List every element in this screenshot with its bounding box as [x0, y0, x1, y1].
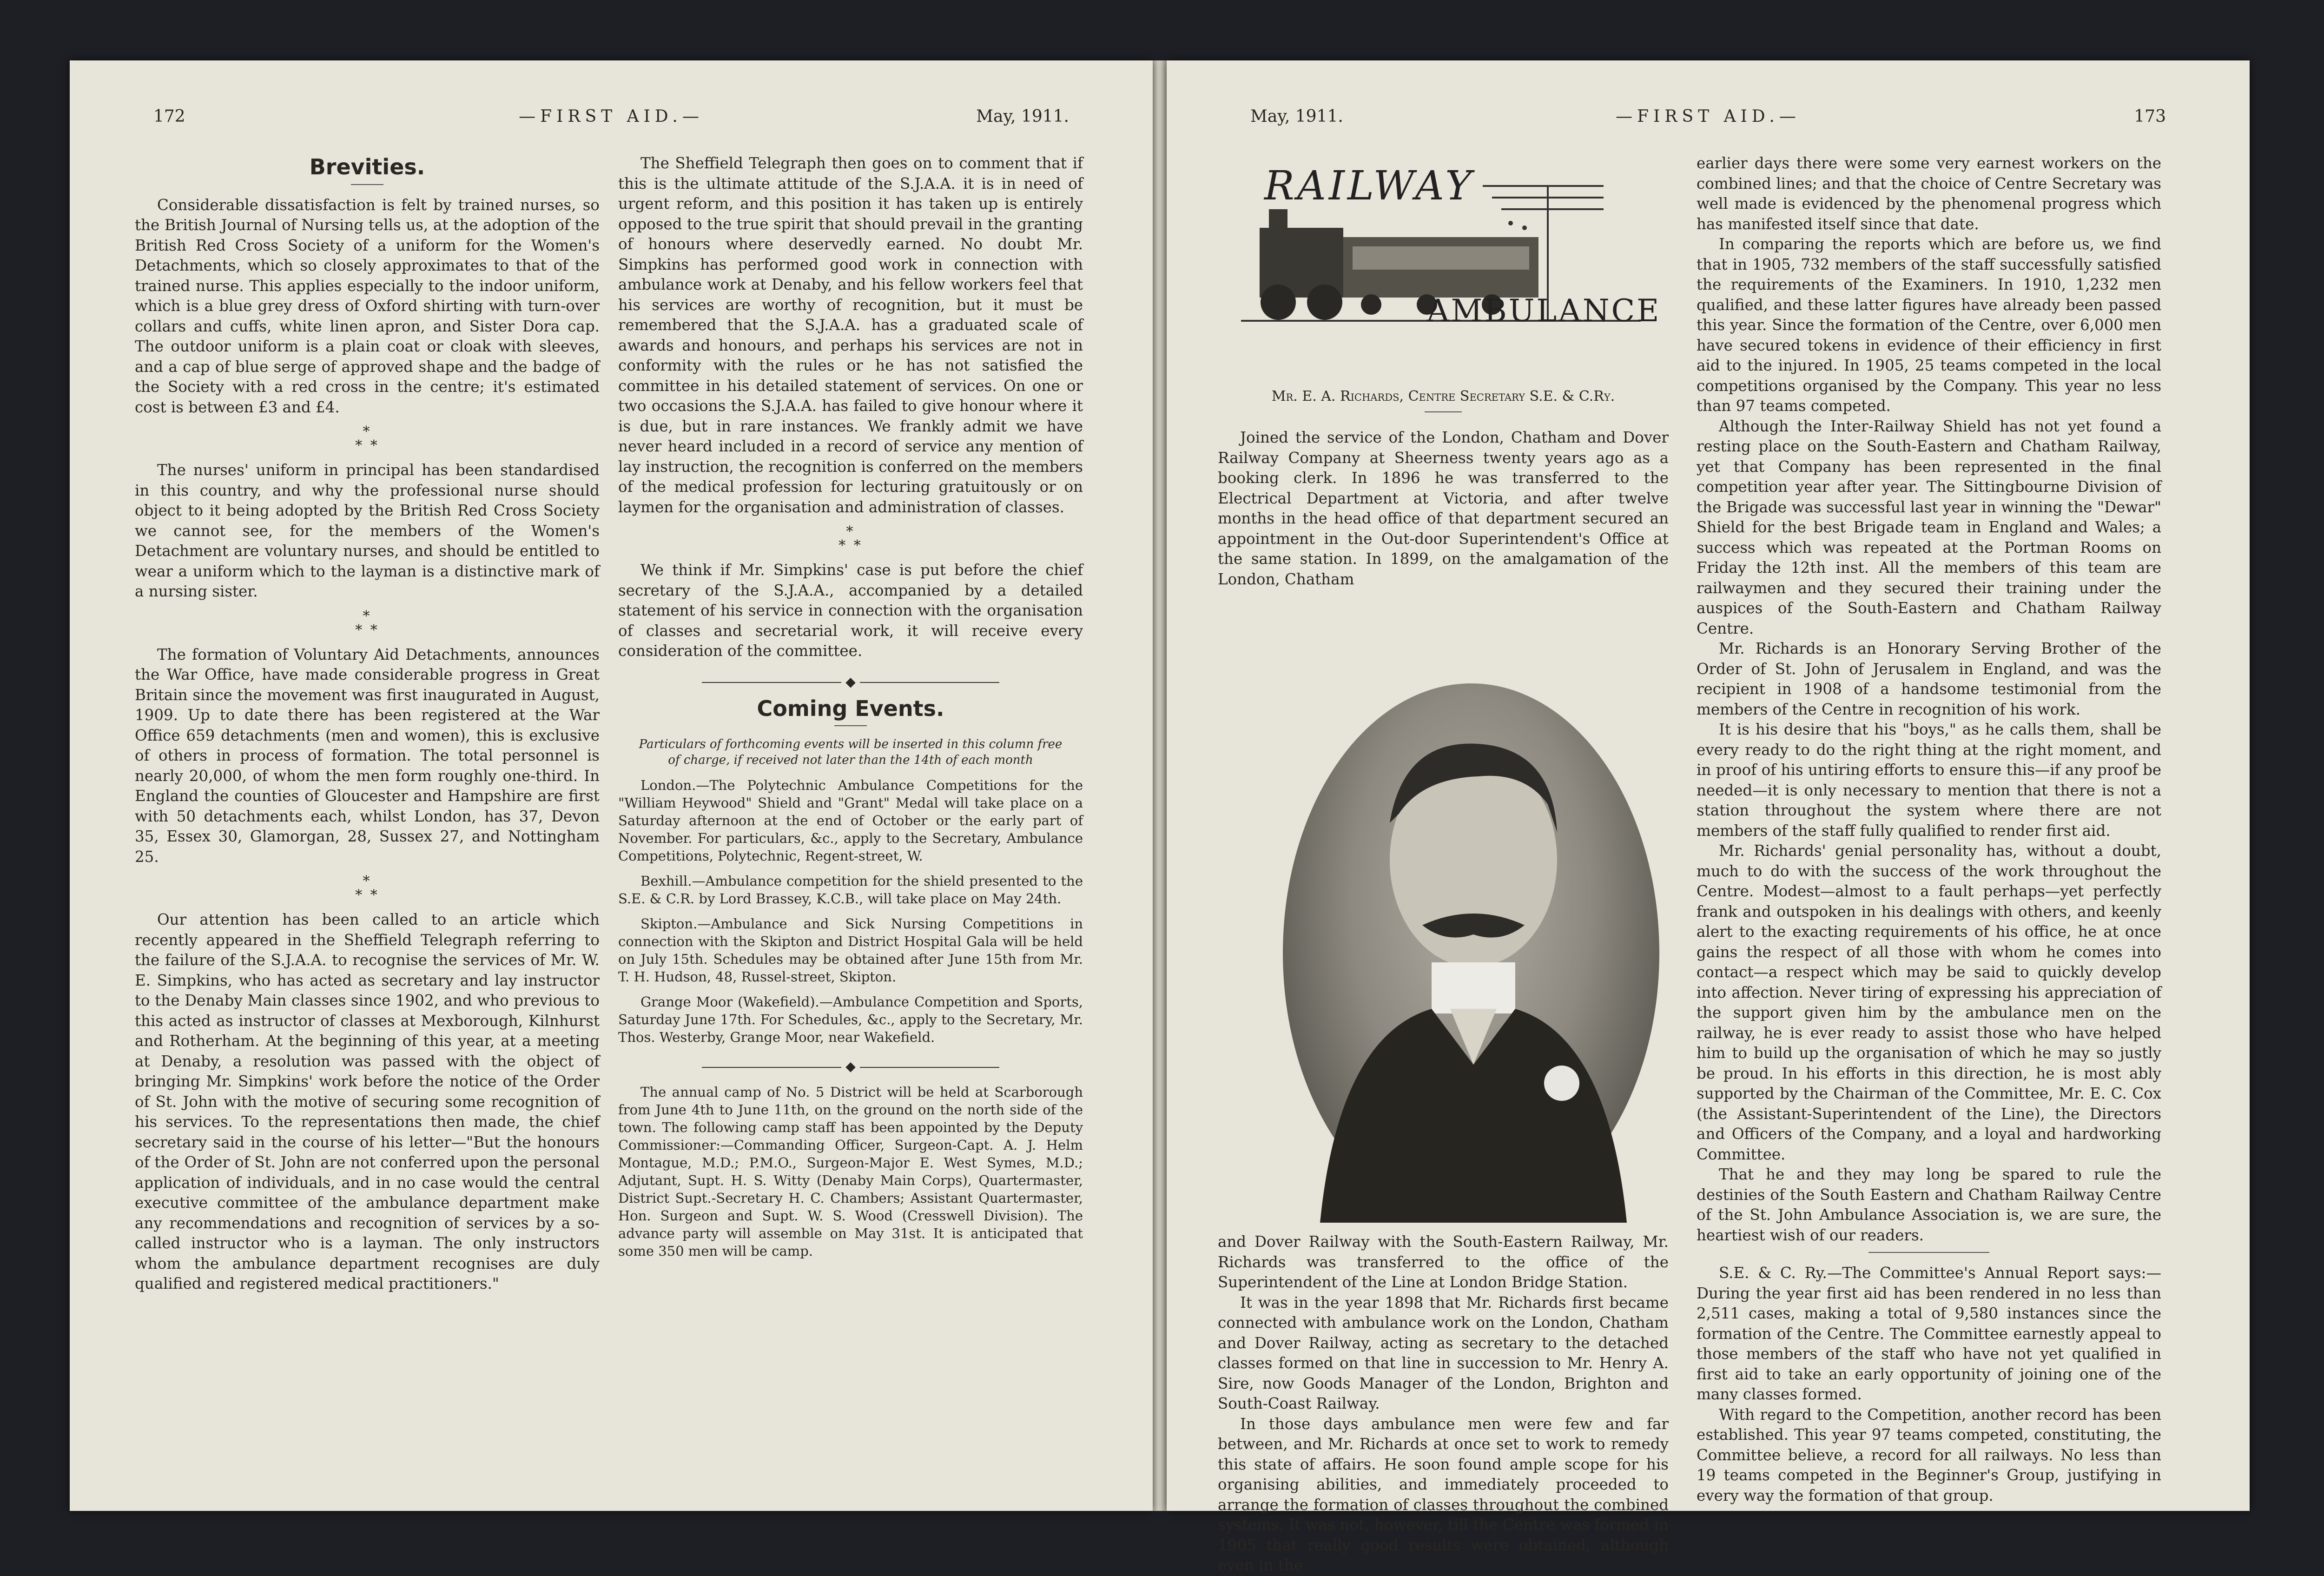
right-journal-title: —FIRST AID.—	[1616, 107, 1801, 126]
centre-paragraph: In comparing the reports which are before us, we find that in 1905, 732 members of the staff successfully satisfied the requirements of the Examiners. In 1910, 1,232 men qualified, and these latter figures have already been passed this year. Since the formation of the Centre, over 6,000 men have secured tokens in evidence of their efficiency in first aid to the injured. In 1905, 25 teams competed in the local competitions organised by the Company. This year no less than 97 teams competed.	[1697, 235, 2161, 415]
caption-rule	[1425, 411, 1462, 412]
centre-paragraph: It is his desire that his "boys," as he calls them, shall be every ready to do the right thing at the right moment, and in proof of his untiring efforts to ensure this—if any proof be needed—it is only necessary to mention that there is not a station throughout the system where there are not members of the staff fully qualified to render first aid.	[1697, 721, 2161, 840]
right-date: May, 1911.	[1250, 107, 1343, 126]
event-item: Skipton.—Ambulance and Sick Nursing Competitions in connection with the Skipton and District Hospital Gala will be held on July 15th. Schedules may be obtained after June 15th from Mr. T. H. Hudson, 48, Russel-street, Skipton.	[618, 916, 1083, 985]
brevities-continued: The Sheffield Telegraph then goes on to comment that if this is the ultimate attitude of the S.J.A.A. it is in need of urgent reform, and this position it has taken up is entirely opposed to the true spirit that should prevail in the granting of honours where deservedly earned. No doubt Mr. Simpkins has performed good work in connection with ambulance work at Denaby, and his fellow workers feel that his services are worthy of recognition, but it must be remembered that the S.J.A.A. has a graduated scale of awards and honours, and perhaps his services are not in conformity with the rules or he has not satisfied the committee in his detailed statement of services. On one or two occasions the S.J.A.A. has failed to give honour where it is due, but in rare instances. We frankly admit we have never heard included in a record of service any mention of lay instruction, the recognition is conferred on the members of the medical profession for lecturing gratuitously or on laymen for the organisation and administration of classes.	[618, 154, 1083, 516]
brevities-continued: We think if Mr. Simpkins' case is put before the chief secretary of the S.J.A.A., accompanied by a detailed statement of his service in connection with the organisation of classes and secretarial work, it will receive every consideration of the committee.	[618, 561, 1083, 660]
asterism: * * *	[355, 424, 379, 454]
asterism: * * *	[838, 523, 863, 554]
career-paragraph: and Dover Railway with the South-Eastern Railway, Mr. Richards was transferred to the office of the Superintendent of the Line at London Bridge Station.	[1218, 1233, 1669, 1291]
left-date: May, 1911.	[976, 107, 1069, 126]
left-running-head	[153, 107, 1069, 135]
logo-bottom-word: AMBULANCE	[1427, 293, 1661, 329]
event-item: London.—The Polytechnic Ambulance Competitions for the "William Heywood" Shield and "Grant" Medal will take place on a Saturday afternoon at the end of October or the early part of November. For particulars, &c., apply to the Secretary, Ambulance Competitions, Polytechnic, Regent-street, W.	[618, 777, 1083, 864]
annual-report-paragraph: With regard to the Competition, another record has been established. This year 97 teams competed, constituting, the Committee believe, a record for all railways. No less than 19 teams competed in the Beginner's Group, justifying in every way the formation of that group.	[1697, 1405, 2161, 1504]
book-gutter	[1153, 60, 1167, 1511]
right-page	[1167, 60, 2250, 1574]
event-item: Grange Moor (Wakefield).—Ambulance Competition and Sports, Saturday June 17th. For Schedules, &c., apply to the Secretary, Mr. Thos. Westerby, Grange Moor, near Wakefield.	[618, 994, 1083, 1045]
career-paragraph: In those days ambulance men were few and far between, and Mr. Richards at once set to work to remedy this state of affairs. He soon found ample scope for his organising abilities, and immediately proceeded to arrange the formation of classes throughout the combined systems. It was not, however, till the Centre was formed in 1905 that really good results were obtained, although even in the	[1218, 1415, 1669, 1574]
left-journal-title: —FIRST AID.—	[519, 107, 704, 126]
asterism: * * *	[355, 608, 379, 638]
left-page	[70, 60, 1153, 1511]
career-paragraph: It was in the year 1898 that Mr. Richards first became connected with ambulance work on the London, Chatham and Dover Railway, acting as secretary to the detached classes formed on that line in succession to Mr. Henry A. Sire, now Goods Manager of the London, Brighton and South-Coast Railway.	[1218, 1293, 1669, 1412]
railway-ambulance-logo	[1232, 153, 1661, 386]
centre-paragraph: earlier days there were some very earnest workers on the combined lines; and that the choice of Centre Secretary was well made is evidenced by the phenomenal progress which has manifested itself since that date.	[1697, 154, 2161, 233]
centre-paragraph: Mr. Richards' genial personality has, without a doubt, much to do with the success of the work throughout the Centre. Modest—almost to a fault perhaps—yet perfectly frank and outspoken in his dealings with others, and keenly alert to the exacting requirements of his office, he at once gains the respect of all those with whom he comes into contact—a respect which may be said to quickly develop into affection. Never tiring of expressing his appreciation of the support given him by the ambulance men on the railway, he is ever ready to assist those who have helped him to build up the organisation of which he may so justly be proud. In his efforts in this direction, he is most ably supported by the Chairman of the Committee, Mr. E. C. Cox (the Assistant-Superintendent of the Line), the Directors and Officers of the Company, and a loyal and hardworking Committee.	[1697, 842, 2161, 1163]
section-ornament: ◆	[618, 1060, 1083, 1073]
brevities-paragraph: Our attention has been called to an article which recently appeared in the Sheffield Telegraph referring to the failure of the S.J.A.A. to recognise the services of Mr. W. E. Simpkins, who has acted as secretary and lay instructor to the Denaby Main classes since 1902, and who previous to this acted as instructor of classes at Mexborough, Kilnhurst and Rotherham. At the beginning of this year, at a meeting at Denaby, a resolution was passed with the object of bringing Mr. Simpkins' work before the notice of the Order of St. John with the motive of securing some recognition of his services. To the representations then made, the chief secretary said in the course of his letter—"But the honours of the Order of St. John are not conferred upon the personal application of individuals, and in no case would the central executive committee of the ambulance department make any recommendations and recognition of services by a so-called instructor who is a layman. The only instructors whom the ambulance department recognises are duly qualified and registered medical practitioners."	[135, 911, 600, 1292]
richards-intro	[1218, 428, 1669, 679]
brevities-paragraph: The formation of Voluntary Aid Detachments, announces the War Office, have made considerable progress in Great Britain since the movement was first inaugurated in August, 1909. Up to date there has been registered at the War Office 659 detachments (men and women), this is exclusive of others in process of formation. The total personnel is nearly 20,000, of whom the men form roughly one-third. In England the counties of Gloucester and Hampshire are first with 50 detachments each, whilst London, has 37, Devon 35, Essex 30, Glamorgan, 28, Sussex 27, and Nottingham 25.	[135, 645, 600, 866]
left-column-2	[618, 153, 1083, 1492]
brevities-paragraph: The nurses' uniform in principal has been standardised in this country, and why the professional nurse should object to it being adopted by the British Red Cross Society we cannot see, for the members of the Women's Detachment are voluntary nurses, and should be entitled to wear a uniform which to the layman is a distinctive mark of a nursing sister.	[135, 461, 600, 600]
right-column-2	[1697, 153, 2161, 1504]
brevities-paragraph: Considerable dissatisfaction is felt by trained nurses, so the British Journal of Nursing tells us, at the adoption of the British Red Cross Society of a uniform for the Women's Detachments, which so closely approximates to that of the trained nurse. This applies especially to the indoor uniform, which is a blue grey dress of Oxford shirting with turn-over collars and cuffs, white linen apron, and Sister Dora cap. The outdoor uniform is a plain coat or cloak with sleeves, and a cap of blue serge of approved shape and the badge of the Society with a red cross in the centre; it's estimated cost is between £3 and £4.	[135, 196, 600, 416]
heading-rule	[834, 725, 867, 726]
centre-paragraph: Mr. Richards is an Honorary Serving Brother of the Order of St. John of Jerusalem in England, and was the recipient in 1908 of a handsome testimonial from the members of the Centre in recognition of his work.	[1697, 640, 2161, 718]
annual-report-paragraph: S.E. & C. Ry.—The Committee's Annual Report says:—During the year first aid has been rendered in no less than 2,511 cases, making a total of 9,580 instances since the formation of the Centre. The Committee earnestly appeal to those members of the staff who have not yet qualified in first aid to take an early opportunity of joining one of the many classes formed.	[1697, 1264, 2161, 1403]
left-page-number: 172	[153, 107, 185, 126]
coming-events-note: Particulars of forthcoming events will be inserted in this column free of charge, if received not later than the 14th of each month	[639, 737, 1063, 767]
asterism: * * *	[355, 873, 379, 903]
brevities-heading: Brevities.	[309, 154, 425, 179]
right-column-1	[1218, 153, 1673, 1574]
event-item: Bexhill.—Ambulance competition for the shield presented to the S.E. & C.R. by Lord Brassey, K.C.B., will take place on May 24th.	[618, 873, 1083, 907]
richards-career	[1218, 1232, 1669, 1574]
camp-notice: The annual camp of No. 5 District will be held at Scarborough from June 4th to June 11th, on the ground on the north side of the town. The following camp staff has been appointed by the Deputy Commissioner:—Commanding Officer, Surgeon-Capt. A. J. Helm Montague, M.D.; P.M.O., Surgeon-Major E. West Symes, M.D.; Adjutant, Supt. H. S. Witty (Denaby Main Corps), Quartermaster, District Supt.-Secretary H. C. Chambers; Assistant Quartermaster, Hon. Surgeon and Supt. W. S. Wood (Cresswell Division). The advance party will assemble on May 31st. It is anticipated that some 350 men will be camp.	[618, 1084, 1083, 1259]
right-running-head	[1250, 107, 2166, 135]
portrait-photo	[1283, 683, 1659, 1223]
portrait-caption: Mr. E. A. Richards, Centre Secretary S.E. & C.Ry.	[1271, 388, 1615, 404]
centre-paragraph: Although the Inter-Railway Shield has not yet found a resting place on the South-Eastern and Chatham Railway, yet that Company has been represented in the final competition year after year. The Sittingbourne Division of the Brigade was successful last year in winning the "Dewar" Shield for the best Brigade team in England and Wales; a success which was repeated at the Portman Rooms on Friday the 12th inst. All the members of this team are railwaymen and they secured their training under the auspices of the South-Eastern and Chatham Railway Centre.	[1697, 417, 2161, 637]
right-page-number: 173	[2134, 107, 2166, 126]
section-ornament: ◆	[618, 675, 1083, 689]
section-rule	[1868, 1252, 1989, 1253]
portrait-figure	[1283, 683, 1659, 1223]
coming-events-heading: Coming Events.	[757, 695, 944, 721]
richards-intro-text: Joined the service of the London, Chatham and Dover Railway Company at Sheerness twenty years ago as a booking clerk. In 1896 he was transferred to the Electrical Department at Victoria, and after twelve months in the head office of that department secured an appointment in the Out-door Superintendent's Office at the same station. In 1899, on the amalgamation of the London, Chatham	[1218, 429, 1669, 588]
left-column-1	[135, 153, 600, 1492]
centre-paragraph: That he and they may long be spared to rule the destinies of the South Eastern and Chatham Railway Centre of the St. John Ambulance Association is, we are sure, the heartiest wish of our readers.	[1697, 1165, 2161, 1244]
heading-rule	[351, 184, 383, 185]
logo-top-word: RAILWAY	[1264, 163, 1474, 209]
